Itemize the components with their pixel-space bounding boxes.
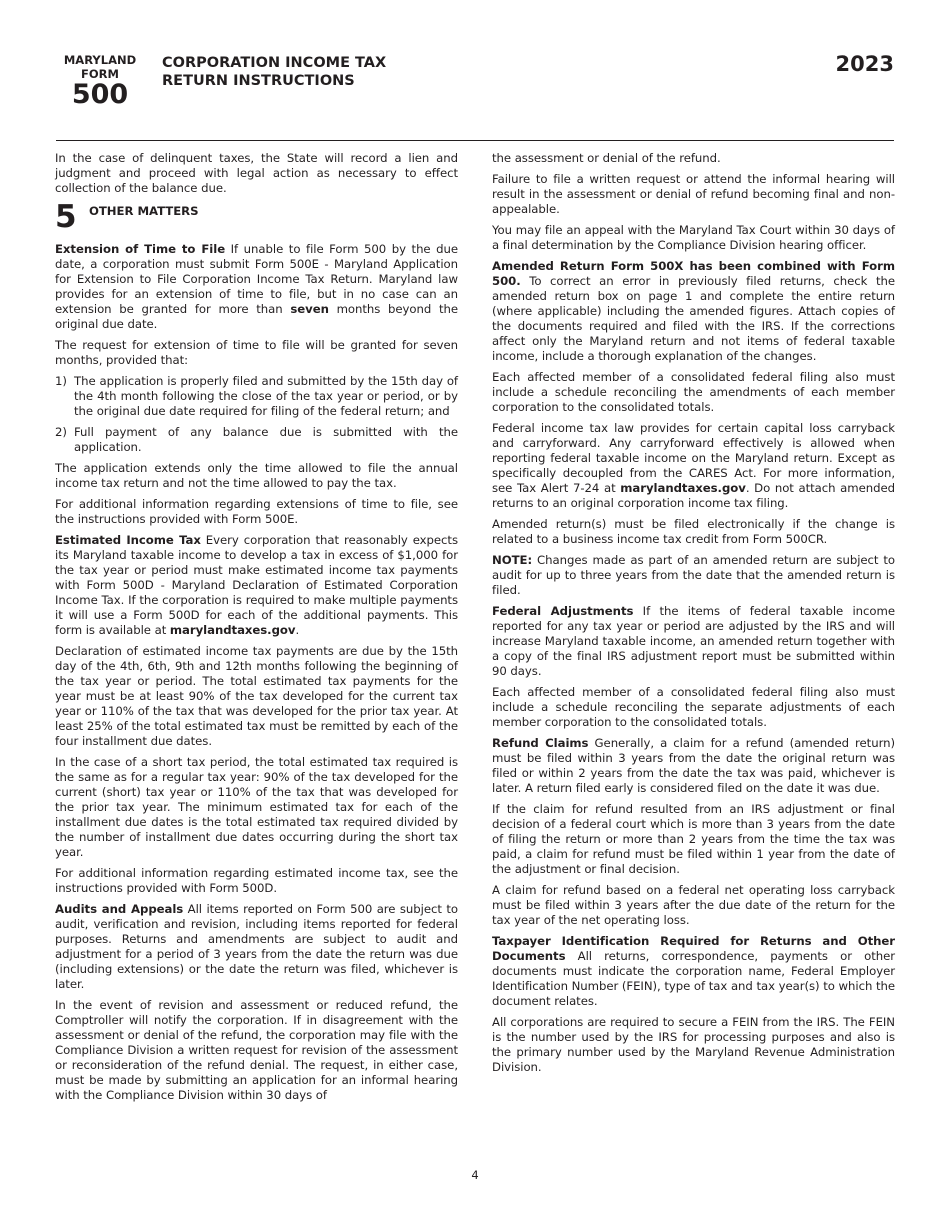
bold-text: Taxpayer Identification Required for Returns and Other Documents	[492, 934, 895, 963]
text-run: In the event of revision and assessment or reduced refund, the Comptroller will notify the corporation. If in disagreement with the assessment or denial of the refund, the corporation may file with the Compliance Division a written request for revision of the assessment or reconsideration of the refund denial. The request, in either case, must be made by submitting an application for an informal hearing with the Compliance Division within 30 days of	[55, 998, 458, 1102]
text-run: Federal income tax law provides for certain capital loss carryback and carryforward. Any carryforward effectively is allowed when reporting federal taxable income on the Maryland return. Except as specifically decoupled from the CARES Act. For more information, see Tax Alert 7-24 at	[492, 421, 895, 495]
paragraph	[492, 259, 895, 364]
form-id-block	[56, 53, 144, 109]
section-number: 5	[55, 199, 77, 235]
left-column	[55, 151, 458, 1109]
text-run: .	[295, 623, 300, 637]
text-run: The application extends only the time allowed to file the annual income tax return and not the time allowed to pay the tax.	[55, 461, 458, 490]
text-run: A claim for refund based on a federal net operating loss carryback must be filed within 3 years after the due date of the return for the tax year of the net operating loss.	[492, 883, 895, 927]
text-run: For additional information regarding estimated income tax, see the instructions provided with Form 500D.	[55, 866, 458, 895]
text-run: All returns, correspondence, payments or other documents must indicate the corporation name, Federal Employer Identification Number (FEIN), type of tax and tax year(s) to which the document relates.	[492, 949, 896, 1008]
text-run: Changes made as part of an amended return are subject to audit for up to three years from the date that the amended return is filed.	[492, 553, 895, 597]
paragraph	[492, 172, 895, 217]
text-run: . Do not attach amended returns to an original corporation income tax filing.	[492, 481, 895, 510]
paragraph	[55, 902, 458, 992]
tax-year: 2023	[835, 52, 894, 76]
page-title	[162, 54, 386, 90]
paragraph	[55, 998, 458, 1103]
text-run: Every corporation that reasonably expects its Maryland taxable income to develop a tax in excess of $1,000 for the tax year or period must make estimated income tax payments with Form 500D - Maryland Declaration of Estimated Corporation Income Tax. If the corporation is required to make multiple payments it will use a Form 500D for each of the additional payments. This form is available at	[55, 533, 458, 637]
text-run: months beyond the original due date.	[55, 302, 458, 331]
form-number: 500	[71, 79, 129, 110]
text-run: Each affected member of a consolidated federal filing also must include a schedule reconciling the separate adjustments of each member corporation to the consolidated totals.	[492, 685, 895, 729]
text-run: Generally, a claim for a refund (amended return) must be filed within 3 years from the date the original return was filed or within 2 years from the date the tax was paid, whichever is later. A return filed early is considered filed on the date it was due.	[492, 736, 895, 795]
paragraph	[492, 151, 895, 166]
text-run: You may file an appeal with the Maryland Tax Court within 30 days of a final determination by the Compliance Division hearing officer.	[492, 223, 895, 252]
paragraph	[492, 517, 895, 547]
bold-text: NOTE:	[492, 553, 533, 567]
text-run: Declaration of estimated income tax payments are due by the 15th day of the 4th, 6th, 9th and 12th months following the beginning of the tax year or period. The total estimated tax payments for the year must be at least 90% of the tax developed for the current tax year or 110% of the tax that was developed for the prior tax year. At least 25% of the total estimated tax must be remitted by each of the four installment due dates.	[55, 644, 458, 748]
paragraph	[492, 1015, 895, 1075]
list-number: 1)	[55, 374, 67, 388]
paragraph	[492, 802, 895, 877]
left-body	[55, 242, 458, 1103]
text-run: The application is properly filed and submitted by the 15th day of the 4th month following the close of the tax year or period, or by the original due date required for filing of the federal return; and	[74, 374, 458, 418]
text-run: If the items of federal taxable income reported for any tax year or period are adjusted by the IRS and will increase Maryland taxable income, an amended return together with a copy of the final IRS adjustment report must be submitted within 90 days.	[492, 604, 895, 678]
paragraph	[55, 338, 458, 368]
paragraph	[492, 223, 895, 253]
paragraph	[492, 934, 895, 1009]
list-item	[55, 374, 458, 419]
bold-text: marylandtaxes.gov	[169, 623, 296, 637]
text-run: All items reported on Form 500 are subject to audit, verification and revision, including items reported for federal purposes. Returns and amendments are subject to audit and adjustment for a period of 3 years from the date the return was due (including extensions) or the date the return was filed, whichever is later.	[55, 902, 458, 991]
text-run: Full payment of any balance due is submitted with the application.	[74, 425, 458, 454]
right-column	[492, 151, 895, 1081]
page-number: 4	[471, 1168, 479, 1182]
paragraph	[55, 866, 458, 896]
text-run: All corporations are required to secure a FEIN from the IRS. The FEIN is the number used by the IRS for processing purposes and also is the primary number used by the Maryland Revenue Administration Division.	[492, 1015, 895, 1074]
intro-text	[55, 151, 458, 196]
paragraph	[492, 370, 895, 415]
bold-text: marylandtaxes.gov	[620, 481, 746, 495]
bold-text: Audits and Appeals	[55, 902, 184, 916]
section-title: OTHER MATTERS	[89, 204, 199, 218]
paragraph	[492, 685, 895, 730]
paragraph	[55, 242, 458, 332]
text-run: In the case of a short tax period, the total estimated tax required is the same as for a regular tax year: 90% of the tax developed for the current (short) tax year or 110% of the tax that was developed for the prior tax year. The minimum estimated tax for each of the installment due dates is the total estimated tax required divided by the number of installment due dates occurring during the short tax year.	[55, 755, 458, 859]
bold-text: Extension of Time to File	[55, 242, 226, 256]
paragraph	[55, 151, 458, 196]
text-run: To correct an error in previously filed returns, check the amended return box on page 1 and complete the entire return (where applicable) including the amended figures. Attach copies of the documents required and filed with the IRS. If the corrections affect only the Maryland return and not items of federal taxable income, include a thorough explanation of the changes.	[492, 274, 895, 363]
paragraph	[492, 553, 895, 598]
title-line-1: CORPORATION INCOME TAX	[162, 55, 387, 71]
paragraph	[492, 883, 895, 928]
paragraph	[55, 461, 458, 491]
state-label: MARYLAND	[63, 53, 137, 67]
text-run: If unable to file Form 500 by the due date, a corporation must submit Form 500E - Maryland Application for Extension to File Corporation Income Tax Return. Maryland law provides for an extension of time to file, but in no case can an extension be granted for more than	[55, 242, 459, 316]
text-run: Failure to file a written request or attend the informal hearing will result in the assessment or denial of refund becoming final and non-appealable.	[492, 172, 895, 216]
section-heading	[55, 199, 458, 235]
list-item	[55, 425, 458, 455]
text-run: If the claim for refund resulted from an IRS adjustment or final decision of a federal court which is more than 3 years from the date of filing the return or more than 2 years from the time the tax was paid, a claim for refund must be filed within 1 year from the date of the adjustment or final decision.	[492, 802, 895, 876]
bold-text: Amended Return Form 500X has been combined with Form 500.	[492, 259, 895, 288]
paragraph	[55, 497, 458, 527]
title-line-2: RETURN INSTRUCTIONS	[162, 73, 355, 89]
right-body	[492, 151, 895, 1075]
form-label: FORM	[81, 67, 119, 81]
text-run: the assessment or denial of the refund.	[492, 151, 721, 165]
bold-text: Federal Adjustments	[492, 604, 634, 618]
text-run: The request for extension of time to file will be granted for seven months, provided that:	[55, 338, 458, 367]
text-run: Amended return(s) must be filed electronically if the change is related to a business income tax credit from Form 500CR.	[492, 517, 895, 546]
paragraph	[55, 644, 458, 749]
text-run: In the case of delinquent taxes, the State will record a lien and judgment and proceed with legal action as necessary to effect collection of the balance due.	[55, 151, 458, 195]
bold-text: Estimated Income Tax	[55, 533, 201, 547]
text-run: For additional information regarding extensions of time to file, see the instructions provided with Form 500E.	[55, 497, 458, 526]
header-divider	[56, 140, 894, 141]
bold-text: Refund Claims	[492, 736, 589, 750]
paragraph	[55, 533, 458, 638]
paragraph	[492, 421, 895, 511]
text-run: Each affected member of a consolidated federal filing also must include a schedule reconciling the amendments of each member corporation to the consolidated totals.	[492, 370, 895, 414]
list-number: 2)	[55, 425, 67, 439]
paragraph	[492, 736, 895, 796]
paragraph	[492, 604, 895, 679]
paragraph	[55, 755, 458, 860]
bold-text: seven	[290, 302, 329, 316]
